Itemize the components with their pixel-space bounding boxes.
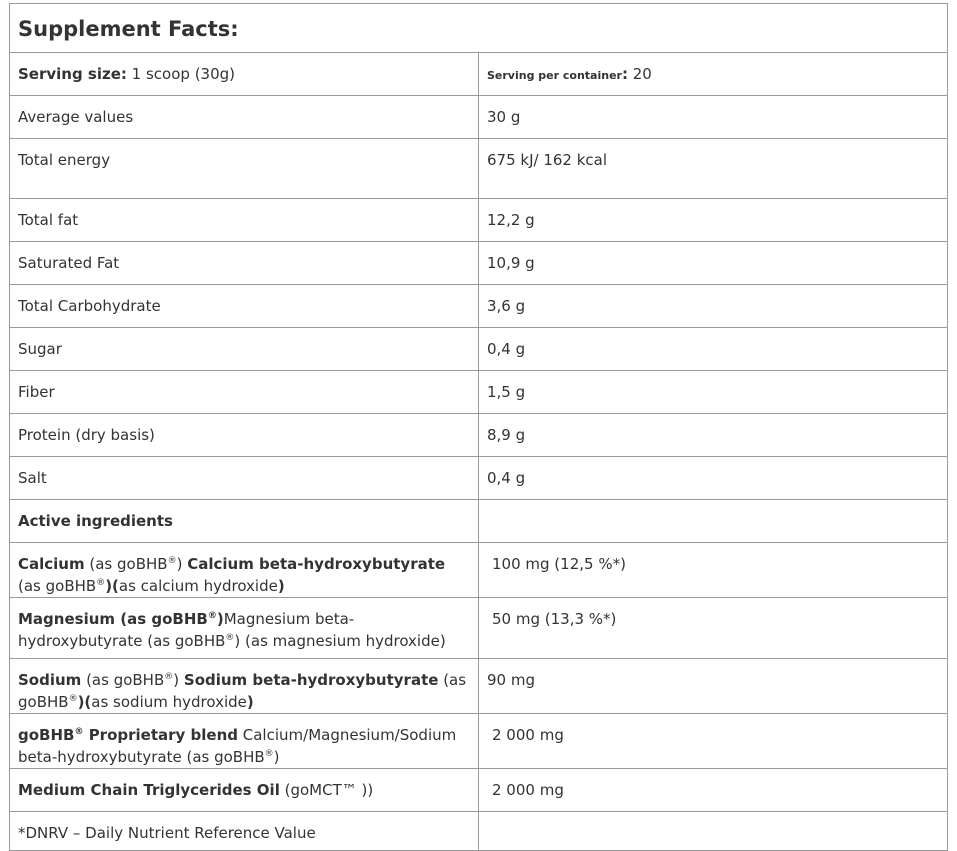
nutrient-name: Total energy [10,139,479,199]
ingredient-text: (as goBHB [81,671,165,689]
ingredient-text: Proprietary blend [83,726,238,744]
registered-mark: ® [225,633,235,643]
registered-mark: ® [264,749,274,759]
table-row [10,371,948,414]
sodium-ingredient [10,659,479,714]
ingredient-text: ) (as magnesium hydroxide) [234,632,446,650]
registered-mark: ® [167,556,177,566]
ingredient-text: )( [105,577,119,595]
ingredient-text: (as goBHB [18,577,97,595]
ingredient-value: 2 000 mg [479,769,948,812]
table-row [10,598,948,659]
nutrient-name: Sugar [10,328,479,371]
nutrient-name: Total fat [10,199,479,242]
page-title: Supplement Facts: [18,17,239,41]
blend-ingredient [10,714,479,769]
calcium-ingredient [10,543,479,598]
table-row [10,242,948,285]
title-cell [10,4,948,53]
active-ingredients-heading: Active ingredients [10,500,479,543]
registered-mark: ® [74,727,84,737]
ingredient-value: 90 mg [479,659,948,714]
nutrient-value: 0,4 g [479,457,948,500]
ingredient-text: (as goBHB [18,671,467,711]
table-row [10,457,948,500]
nutrient-value: 0,4 g [479,328,948,371]
ingredient-text: ) [173,671,184,689]
table-row [10,96,948,139]
ingredient-name: Sodium [18,671,82,689]
ingredient-text: ) [246,693,254,711]
nutrient-value: 30 g [479,96,948,139]
nutrient-value: 8,9 g [479,414,948,457]
nutrient-value: 1,5 g [479,371,948,414]
nutrient-name: Average values [10,96,479,139]
table-row [10,543,948,598]
table-row [10,139,948,199]
ingredient-value: 100 mg (12,5 %*) [479,543,948,598]
nutrient-value: 12,2 g [479,199,948,242]
serving-per-container-cell [479,53,948,96]
ingredient-text: ) [273,748,280,766]
serving-size-value: 1 scoop (30g) [126,65,236,83]
ingredient-value: 50 mg (13,3 %*) [479,598,948,659]
table-row [10,769,948,812]
registered-mark: ® [96,578,106,588]
nutrient-value: 675 kJ/ 162 kcal [479,139,948,199]
nutrient-name: Salt [10,457,479,500]
ingredient-text: ) [216,610,224,628]
ingredient-name: Medium Chain Triglycerides Oil [18,781,280,799]
ingredient-name: Sodium beta-hydroxybutyrate [183,671,439,689]
nutrient-value: 3,6 g [479,285,948,328]
nutrient-name: Saturated Fat [10,242,479,285]
nutrient-value: 10,9 g [479,242,948,285]
table-row [10,328,948,371]
empty-cell [479,500,948,543]
supplement-facts-table [9,3,948,851]
serving-per-container-label: Serving per container [487,69,622,82]
empty-cell [479,812,948,851]
registered-mark: ® [207,611,217,621]
nutrient-name: Total Carbohydrate [10,285,479,328]
table-row [10,285,948,328]
table-row [10,659,948,714]
table-row [10,199,948,242]
ingredient-value: 2 000 mg [479,714,948,769]
ingredient-text: Magnesium beta-hydroxybutyrate (as goBHB [18,610,355,650]
registered-mark: ® [68,694,78,704]
ingredient-text: Calcium/Magnesium/Sodium beta-hydroxybutyrate (as goBHB [18,726,457,766]
ingredient-text: ) [277,577,285,595]
nutrient-name: Protein (dry basis) [10,414,479,457]
serving-per-container-value: 20 [627,65,652,83]
footnote: *DNRV – Daily Nutrient Reference Value [10,812,479,851]
serving-size-cell [10,53,479,96]
ingredient-text: ) [176,555,188,573]
nutrient-name: Fiber [10,371,479,414]
mct-ingredient [10,769,479,812]
serving-size-label: Serving size: [18,65,127,83]
ingredient-text: as sodium hydroxide [91,693,247,711]
ingredient-name: goBHB [18,726,75,744]
ingredient-text: (as goBHB [84,555,168,573]
table-row [10,414,948,457]
ingredient-text: )( [77,693,92,711]
table-row [10,714,948,769]
registered-mark: ® [164,672,174,682]
serving-per-container-colon: : [621,65,628,83]
ingredient-name: Calcium beta-hydroxybutyrate [187,555,446,573]
ingredient-text: (goMCT™ )) [279,781,374,799]
ingredient-text: as calcium hydroxide [118,577,278,595]
ingredient-name: Calcium [18,555,85,573]
ingredient-name: Magnesium (as goBHB [18,610,208,628]
magnesium-ingredient [10,598,479,659]
